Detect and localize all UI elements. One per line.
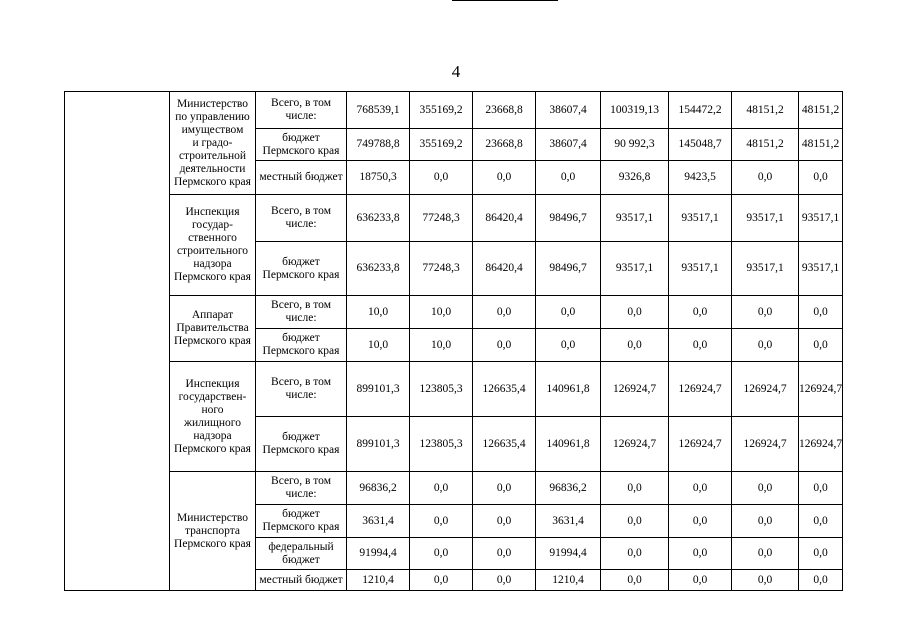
funding-source-line: Всего, в том <box>271 376 331 388</box>
amount-cell: 0,0 <box>473 538 536 570</box>
amount-cell: 768539,1 <box>347 92 410 129</box>
funding-source-line: бюджет <box>282 332 320 344</box>
funding-source-cell <box>256 161 347 195</box>
amount-cell: 0,0 <box>410 161 473 195</box>
organization-name-line: и градо- <box>192 136 233 149</box>
amount-cell: 0,0 <box>732 570 799 591</box>
amount-cell: 48151,2 <box>799 92 843 129</box>
amount-cell: 126924,7 <box>799 362 843 417</box>
organization-name-line: надзора <box>193 258 232 270</box>
table-row <box>65 472 843 505</box>
organization-name-line: Пермского края <box>174 335 251 347</box>
amount-cell: 0,0 <box>536 296 601 329</box>
amount-cell: 0,0 <box>473 161 536 195</box>
organization-cell <box>170 362 256 472</box>
amount-cell: 38607,4 <box>536 92 601 129</box>
amount-cell: 91994,4 <box>347 538 410 570</box>
amount-cell: 0,0 <box>799 472 843 505</box>
funding-source-cell <box>256 242 347 296</box>
amount-cell: 0,0 <box>601 538 669 570</box>
amount-cell: 96836,2 <box>347 472 410 505</box>
amount-cell: 77248,3 <box>410 242 473 296</box>
amount-cell: 0,0 <box>669 296 732 329</box>
funding-source-line: числе: <box>285 110 317 122</box>
amount-cell: 126924,7 <box>732 417 799 472</box>
amount-cell: 123805,3 <box>410 362 473 417</box>
amount-cell: 93517,1 <box>601 195 669 242</box>
amount-cell: 0,0 <box>601 570 669 591</box>
organization-name-line: строительной <box>178 149 247 162</box>
amount-cell: 0,0 <box>732 329 799 362</box>
funding-source-cell <box>256 570 347 591</box>
organization-name-line: государствен- <box>178 390 247 403</box>
amount-cell: 899101,3 <box>347 417 410 472</box>
amount-cell: 0,0 <box>410 570 473 591</box>
amount-cell: 123805,3 <box>410 417 473 472</box>
funding-source-line: числе: <box>285 488 317 500</box>
organization-cell <box>170 92 256 195</box>
organization-name-line: Министерство <box>177 511 248 524</box>
table-body <box>65 92 843 591</box>
funding-source-line: бюджет <box>282 431 320 443</box>
organization-name-line: имуществом <box>181 123 244 136</box>
funding-source-line: Пермского края <box>262 144 340 157</box>
funding-source-cell <box>256 329 347 362</box>
funding-source-line: местный бюджет <box>259 171 343 183</box>
amount-cell: 0,0 <box>473 505 536 538</box>
amount-cell: 48151,2 <box>732 92 799 129</box>
amount-cell: 93517,1 <box>669 195 732 242</box>
amount-cell: 126924,7 <box>669 362 732 417</box>
amount-cell: 98496,7 <box>536 195 601 242</box>
amount-cell: 1210,4 <box>536 570 601 591</box>
amount-cell: 126635,4 <box>473 417 536 472</box>
funding-source-cell <box>256 472 347 505</box>
amount-cell: 48151,2 <box>732 129 799 161</box>
organization-cell <box>170 296 256 362</box>
amount-cell: 126635,4 <box>473 362 536 417</box>
funding-source-line: Всего, в том <box>271 97 331 109</box>
funding-source-line: бюджет <box>282 553 320 566</box>
amount-cell: 96836,2 <box>536 472 601 505</box>
amount-cell: 10,0 <box>347 329 410 362</box>
funding-source-cell <box>256 296 347 329</box>
amount-cell: 0,0 <box>799 570 843 591</box>
amount-cell: 126924,7 <box>799 417 843 472</box>
amount-cell: 0,0 <box>601 329 669 362</box>
amount-cell: 140961,8 <box>536 362 601 417</box>
amount-cell: 0,0 <box>473 472 536 505</box>
organization-name-line: транспорта <box>184 524 241 537</box>
amount-cell: 86420,4 <box>473 195 536 242</box>
amount-cell: 93517,1 <box>732 242 799 296</box>
amount-cell: 126924,7 <box>601 362 669 417</box>
funding-source-line: бюджет <box>282 508 320 520</box>
amount-cell: 9326,8 <box>601 161 669 195</box>
amount-cell: 1210,4 <box>347 570 410 591</box>
funding-source-line: Всего, в том <box>271 475 331 487</box>
amount-cell: 0,0 <box>799 329 843 362</box>
funding-source-cell <box>256 92 347 129</box>
amount-cell: 0,0 <box>732 538 799 570</box>
amount-cell: 23668,8 <box>473 92 536 129</box>
funding-source-line: Пермского края <box>262 444 340 456</box>
amount-cell: 0,0 <box>732 296 799 329</box>
amount-cell: 0,0 <box>669 570 732 591</box>
amount-cell: 0,0 <box>732 161 799 195</box>
amount-cell: 0,0 <box>799 505 843 538</box>
funding-source-line: местный бюджет <box>259 573 343 586</box>
amount-cell: 0,0 <box>473 296 536 329</box>
amount-cell: 10,0 <box>347 296 410 329</box>
funding-source-line: Пермского края <box>262 345 340 357</box>
amount-cell: 0,0 <box>669 505 732 538</box>
organization-name-line: государ- <box>192 219 233 231</box>
funding-source-cell <box>256 417 347 472</box>
amount-cell: 0,0 <box>473 329 536 362</box>
organization-cell <box>170 472 256 591</box>
amount-cell: 23668,8 <box>473 129 536 161</box>
amount-cell: 86420,4 <box>473 242 536 296</box>
budget-table <box>64 91 843 591</box>
amount-cell: 48151,2 <box>799 129 843 161</box>
funding-source-line: числе: <box>285 312 317 324</box>
amount-cell: 0,0 <box>536 161 601 195</box>
amount-cell: 0,0 <box>669 538 732 570</box>
amount-cell: 91994,4 <box>536 538 601 570</box>
amount-cell: 0,0 <box>473 570 536 591</box>
amount-cell: 0,0 <box>601 505 669 538</box>
funding-source-cell <box>256 129 347 161</box>
amount-cell: 126924,7 <box>732 362 799 417</box>
amount-cell: 93517,1 <box>601 242 669 296</box>
funding-source-cell <box>256 505 347 538</box>
top-rule <box>452 0 558 1</box>
amount-cell: 0,0 <box>669 329 732 362</box>
amount-cell: 10,0 <box>410 329 473 362</box>
organization-name-line: Правительства <box>176 322 249 334</box>
organization-name-line: ственного <box>188 232 237 244</box>
amount-cell: 126924,7 <box>601 417 669 472</box>
amount-cell: 98496,7 <box>536 242 601 296</box>
organization-name-line: Пермского края <box>174 271 251 283</box>
organization-name-line: надзора <box>193 429 232 442</box>
amount-cell: 9423,5 <box>669 161 732 195</box>
table-row <box>65 296 843 329</box>
funding-source-cell <box>256 538 347 570</box>
amount-cell: 93517,1 <box>799 195 843 242</box>
amount-cell: 0,0 <box>799 296 843 329</box>
amount-cell: 899101,3 <box>347 362 410 417</box>
amount-cell: 77248,3 <box>410 195 473 242</box>
organization-name-line: деятельности <box>179 162 246 175</box>
amount-cell: 0,0 <box>536 329 601 362</box>
amount-cell: 3631,4 <box>347 505 410 538</box>
amount-cell: 355169,2 <box>410 129 473 161</box>
amount-cell: 0,0 <box>601 472 669 505</box>
amount-cell: 0,0 <box>410 472 473 505</box>
amount-cell: 0,0 <box>732 472 799 505</box>
funding-source-line: бюджет <box>282 255 320 268</box>
amount-cell: 100319,13 <box>601 92 669 129</box>
organization-name-line: Пермского края <box>174 537 251 550</box>
funding-source-line: Пермского края <box>262 268 340 281</box>
organization-cell <box>170 195 256 296</box>
amount-cell: 0,0 <box>799 161 843 195</box>
amount-cell: 3631,4 <box>536 505 601 538</box>
amount-cell: 93517,1 <box>732 195 799 242</box>
page-number: 4 <box>451 62 461 81</box>
amount-cell: 0,0 <box>601 296 669 329</box>
funding-source-line: Всего, в том <box>271 205 331 217</box>
organization-name-line: строительного <box>176 245 249 257</box>
amount-cell: 0,0 <box>410 505 473 538</box>
amount-cell: 145048,7 <box>669 129 732 161</box>
organization-name-line: Аппарат <box>191 309 234 321</box>
amount-cell: 126924,7 <box>669 417 732 472</box>
amount-cell: 0,0 <box>732 505 799 538</box>
organization-name-line: Министерство <box>177 97 248 110</box>
organization-name-line: жилищного <box>184 416 241 429</box>
table-row <box>65 92 843 129</box>
organization-name-line: по управлению <box>175 110 250 123</box>
funding-source-cell <box>256 362 347 417</box>
organization-name-line: Инспекция <box>185 206 240 218</box>
organization-name-line: Пермского края <box>174 175 251 188</box>
amount-cell: 355169,2 <box>410 92 473 129</box>
organization-name-line: Пермского края <box>174 442 251 455</box>
amount-cell: 93517,1 <box>799 242 843 296</box>
amount-cell: 38607,4 <box>536 129 601 161</box>
amount-cell: 93517,1 <box>669 242 732 296</box>
funding-source-line: числе: <box>285 218 317 230</box>
amount-cell: 636233,8 <box>347 195 410 242</box>
funding-source-cell <box>256 195 347 242</box>
amount-cell: 636233,8 <box>347 242 410 296</box>
amount-cell: 10,0 <box>410 296 473 329</box>
funding-source-line: Всего, в том <box>271 299 331 311</box>
amount-cell: 140961,8 <box>536 417 601 472</box>
organization-name-line: ного <box>201 403 224 416</box>
amount-cell: 0,0 <box>410 538 473 570</box>
organization-name-line: Инспекция <box>185 377 240 390</box>
table-row <box>65 195 843 242</box>
empty-index-cell <box>65 92 170 591</box>
amount-cell: 0,0 <box>799 538 843 570</box>
amount-cell: 0,0 <box>669 472 732 505</box>
amount-cell: 154472,2 <box>669 92 732 129</box>
table-row <box>65 362 843 417</box>
amount-cell: 18750,3 <box>347 161 410 195</box>
amount-cell: 749788,8 <box>347 129 410 161</box>
funding-source-line: Пермского края <box>262 521 340 533</box>
amount-cell: 90 992,3 <box>601 129 669 161</box>
funding-source-line: федеральный <box>268 540 334 553</box>
funding-source-line: числе: <box>285 389 317 401</box>
funding-source-line: бюджет <box>282 131 320 144</box>
